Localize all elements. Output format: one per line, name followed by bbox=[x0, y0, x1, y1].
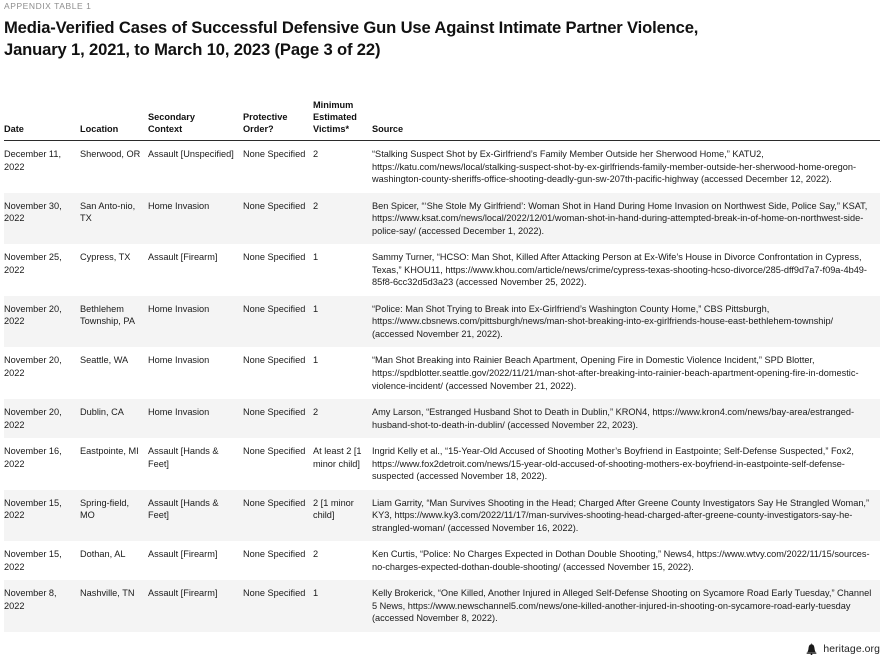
cell-minimum-estimated-victims: 1 bbox=[313, 355, 319, 366]
table-row bbox=[4, 244, 880, 296]
table-row bbox=[4, 347, 880, 399]
table-row bbox=[4, 580, 880, 632]
cell-location: Spring-field, MO bbox=[80, 490, 148, 542]
column-header-secondary-context-line-2: Context bbox=[148, 123, 183, 134]
table-header-row bbox=[4, 100, 880, 141]
table-row bbox=[4, 296, 880, 348]
column-header-secondary-context bbox=[148, 100, 243, 141]
cell-minimum-estimated-victims: 2 bbox=[313, 549, 319, 560]
cell-date: November 20, 2022 bbox=[4, 296, 80, 348]
cell-date: November 8, 2022 bbox=[4, 580, 80, 632]
cell-secondary-context: Assault [Firearm] bbox=[148, 580, 243, 632]
cell-source: “Stalking Suspect Shot by Ex-Girlfriend’s Family Member Outside her Sherwood Home,” KATU2, https://katu.com/news/local/stalking-suspect-shot-by-ex-girlfriends-family-member-outside-her-sherwood-home-oregon-washington-county-sheriffs-office-shooting-deadly-gun-sw-207th-pacific-highway (accessed December 12, 2022). bbox=[372, 149, 857, 185]
table-row bbox=[4, 141, 880, 193]
column-header-protective-order-line-1: Protective bbox=[243, 111, 288, 122]
column-header-location bbox=[80, 100, 148, 141]
cell-secondary-context: Assault [Hands & Feet] bbox=[148, 490, 243, 542]
column-header-victims-line-3: Victims* bbox=[313, 123, 350, 134]
cell-date: December 11, 2022 bbox=[4, 149, 62, 172]
cell-date: November 30, 2022 bbox=[4, 193, 80, 245]
footer-brand bbox=[806, 643, 880, 655]
cell-secondary-context: Home Invasion bbox=[148, 193, 243, 245]
column-header-protective-order bbox=[243, 100, 313, 141]
cell-secondary-context: Assault [Unspecified] bbox=[148, 149, 234, 160]
column-header-date-line-1: Date bbox=[4, 123, 24, 134]
cell-secondary-context: Assault [Hands & Feet] bbox=[148, 446, 219, 469]
column-header-victims-line-1: Minimum bbox=[313, 100, 354, 110]
page-title-line-2: January 1, 2021, to March 10, 2023 (Page 3 of 22) bbox=[4, 39, 381, 59]
cell-date: November 15, 2022 bbox=[4, 490, 80, 542]
cell-source: Ben Spicer, “‘She Stole My Girlfriend’: Woman Shot in Hand During Home Invasion on Northwest Side, Police Say,” KSAT, https://www.ksat.com/news/local/2022/12/01/woman-shot-in-hand-during-attempted-break-in-of-home-on-northwest-side-police-say/ (accessed December 1, 2022). bbox=[372, 193, 880, 245]
cell-source: Liam Garrity, “Man Survives Shooting in the Head; Charged After Greene County Investigators Say He Strangled Woman,” KY3, https://www.ky3.com/2022/11/17/man-survives-shooting-head-charged-after-greene-county-investigators-say-he-strangled-woman/ (accessed November 16, 2022). bbox=[372, 490, 880, 542]
cell-minimum-estimated-victims: 2 bbox=[313, 399, 372, 438]
cell-location: Cypress, TX bbox=[80, 252, 131, 263]
cell-location: Bethlehem Township, PA bbox=[80, 296, 148, 348]
column-header-source-line-1: Source bbox=[372, 123, 404, 134]
cell-secondary-context: Home Invasion bbox=[148, 399, 243, 438]
column-header-date bbox=[4, 100, 80, 141]
page-title-line-1: Media-Verified Cases of Successful Defensive Gun Use Against Intimate Partner Violence, bbox=[4, 18, 699, 37]
cell-source: “Man Shot Breaking into Rainier Beach Apartment, Opening Fire in Domestic Violence Incident,” SPD Blotter, https://spdblotter.seattle.gov/2022/11/21/man-shot-after-breaking-into-rainier-beach-apartment-opening-fire-in-domestic-violence-incident/ (accessed November 21, 2022). bbox=[372, 355, 859, 391]
footer-brand-label: heritage.org bbox=[823, 643, 880, 655]
cell-secondary-context: Home Invasion bbox=[148, 296, 243, 348]
cell-minimum-estimated-victims: 2 [1 minor child] bbox=[313, 490, 372, 542]
appendix-label: APPENDIX TABLE 1 bbox=[4, 1, 92, 11]
table-row bbox=[4, 399, 880, 438]
cell-date: November 16, 2022 bbox=[4, 446, 62, 469]
cell-minimum-estimated-victims: 1 bbox=[313, 252, 319, 263]
cell-date: November 25, 2022 bbox=[4, 252, 62, 275]
cell-protective-order: None Specified bbox=[243, 252, 306, 263]
table-row bbox=[4, 490, 880, 542]
cell-source: “Police: Man Shot Trying to Break into Ex-Girlfriend’s Washington County Home,” CBS Pittsburgh, https://www.cbsnews.com/pittsburgh/news/man-shot-breaking-into-ex-girlfriends-house-east-bethlehem-township/ (accessed November 21, 2022). bbox=[372, 296, 880, 348]
cell-secondary-context: Assault [Firearm] bbox=[148, 549, 218, 560]
cell-date: November 20, 2022 bbox=[4, 355, 62, 378]
column-header-secondary-context-line-1: Secondary bbox=[148, 111, 195, 122]
cell-secondary-context: Home Invasion bbox=[148, 355, 210, 366]
cell-protective-order: None Specified bbox=[243, 490, 313, 542]
cell-date: November 20, 2022 bbox=[4, 399, 80, 438]
cell-minimum-estimated-victims: 1 bbox=[313, 580, 372, 632]
cell-location: Sherwood, OR bbox=[80, 149, 141, 160]
cell-protective-order: None Specified bbox=[243, 580, 313, 632]
cell-protective-order: None Specified bbox=[243, 149, 306, 160]
cell-location: San Anto-nio, TX bbox=[80, 193, 148, 245]
cell-minimum-estimated-victims: 1 bbox=[313, 296, 372, 348]
column-header-minimum-estimated-victims bbox=[313, 100, 372, 141]
table-row bbox=[4, 193, 880, 245]
table-row bbox=[4, 438, 880, 490]
cell-protective-order: None Specified bbox=[243, 446, 306, 457]
column-header-victims-line-2: Estimated bbox=[313, 111, 357, 122]
column-header-location-line-1: Location bbox=[80, 123, 119, 134]
cell-source: Ingrid Kelly et al., “15-Year-Old Accused of Shooting Mother’s Boyfriend in Eastpointe; Self-Defense Suspected,” Fox2, https://www.fox2detroit.com/news/15-year-old-accused-of-shooting-mothers-ex-boyfriend-in-eastpointe-self-defense-suspected (accessed November 18, 2022). bbox=[372, 446, 854, 482]
cell-source: Kelly Brokerick, “One Killed, Another Injured in Alleged Self-Defense Shooting on Sycamore Road Early Tuesday,” Channel 5 News, https://www.newschannel5.com/news/one-killed-another-injured-in-shooting-on-sycamore-road-early-tuesday (accessed November 8, 2022). bbox=[372, 580, 880, 632]
column-header-source bbox=[372, 100, 880, 141]
page-title bbox=[4, 17, 874, 61]
appendix-data-table bbox=[4, 100, 880, 632]
cell-protective-order: None Specified bbox=[243, 193, 313, 245]
cell-location: Dothan, AL bbox=[80, 549, 126, 560]
cell-protective-order: None Specified bbox=[243, 549, 306, 560]
cell-location: Nashville, TN bbox=[80, 580, 148, 632]
cell-source: Amy Larson, “Estranged Husband Shot to Death in Dublin,” KRON4, https://www.kron4.com/news/bay-area/estranged-husband-shot-to-death-in-dublin/ (accessed November 22, 2023). bbox=[372, 399, 880, 438]
column-header-protective-order-line-2: Order? bbox=[243, 123, 274, 134]
cell-location: Eastpointe, MI bbox=[80, 446, 139, 457]
cell-source: Sammy Turner, “HCSO: Man Shot, Killed After Attacking Person at Ex-Wife’s House in Divorce Confrontation in Cypress, Texas,” KHOU11, https://www.khou.com/article/news/crime/cypress-texas-shooting-hcso-divorce/285-dff9d7a7-f09a-4b49-85f8-6cc32d5d3a23 (accessed November 25, 2022). bbox=[372, 252, 867, 288]
cell-protective-order: None Specified bbox=[243, 296, 313, 348]
cell-minimum-estimated-victims: 2 bbox=[313, 149, 319, 160]
cell-minimum-estimated-victims: 2 bbox=[313, 193, 372, 245]
cell-location: Seattle, WA bbox=[80, 355, 129, 366]
table-body bbox=[4, 141, 880, 632]
cell-protective-order: None Specified bbox=[243, 399, 313, 438]
table-row bbox=[4, 541, 880, 580]
cell-secondary-context: Assault [Firearm] bbox=[148, 252, 218, 263]
cell-minimum-estimated-victims: At least 2 [1 minor child] bbox=[313, 446, 362, 469]
liberty-bell-icon bbox=[806, 643, 817, 655]
cell-date: November 15, 2022 bbox=[4, 549, 62, 572]
cell-location: Dublin, CA bbox=[80, 399, 148, 438]
cell-source: Ken Curtis, “Police: No Charges Expected in Dothan Double Shooting,” News4, https://www.wtvy.com/2022/11/15/sources-no-charges-expected-dothan-double-shooting/ (accessed November 15, 2022). bbox=[372, 549, 870, 572]
cell-protective-order: None Specified bbox=[243, 355, 306, 366]
table-header bbox=[4, 100, 880, 141]
